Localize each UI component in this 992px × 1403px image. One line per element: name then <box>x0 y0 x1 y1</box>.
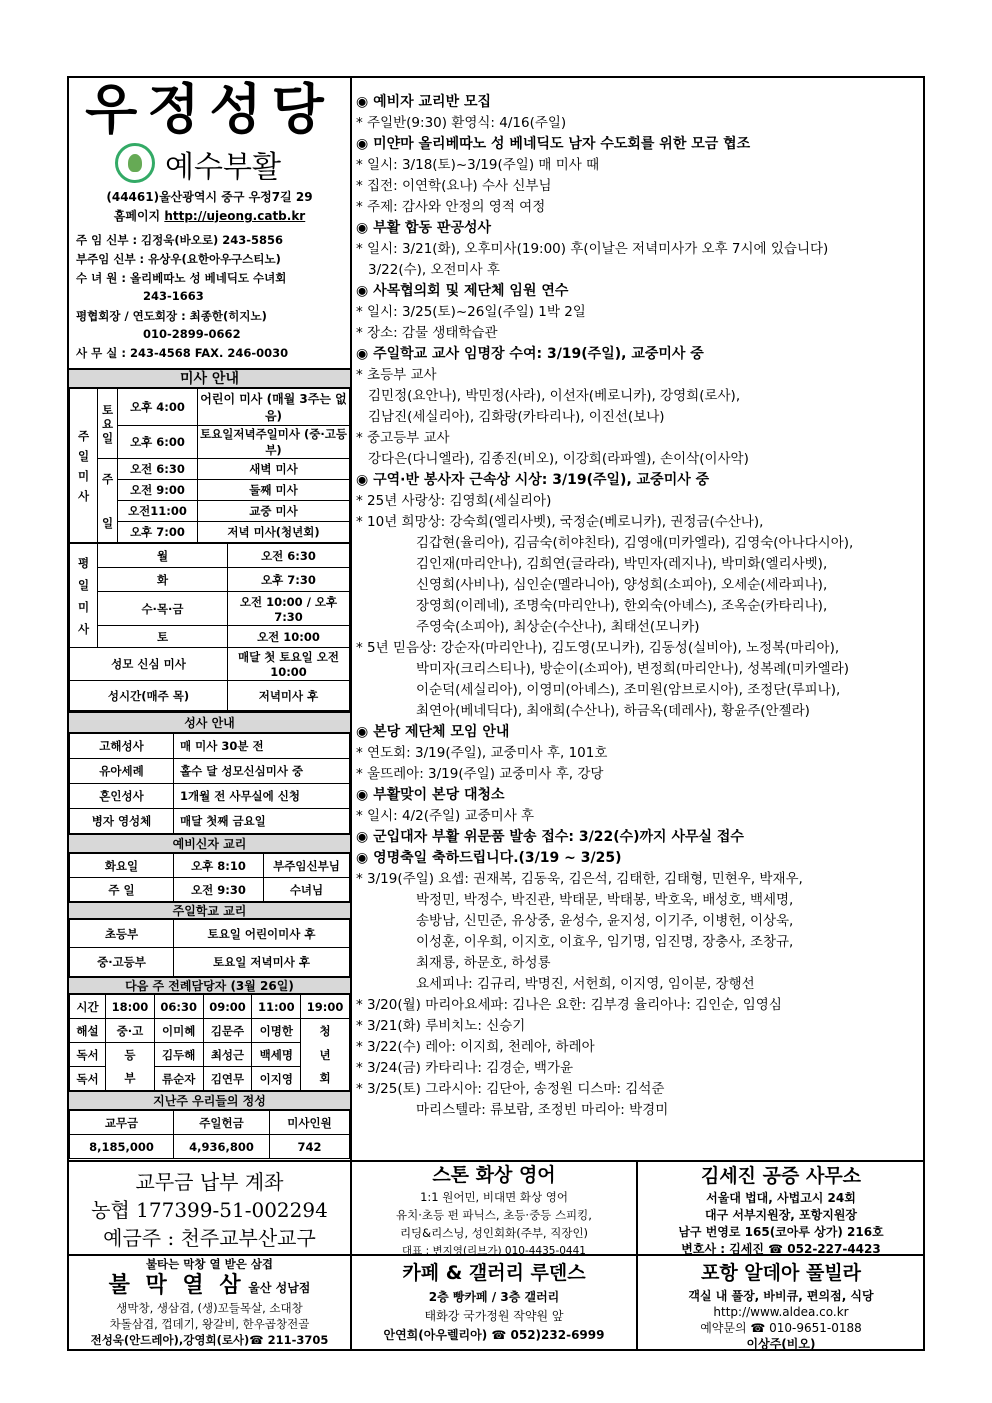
homepage-link[interactable]: http://ujeong.catb.kr <box>164 209 306 223</box>
notice-line: * 3/19(주일) 요셉: 권재복, 김동욱, 김은석, 김태한, 김태형, 민현우, 박재우, <box>356 871 803 887</box>
notice-line: 신영희(사비나), 심인순(멜라니아), 양성희(소피아), 오세순(세라피나), <box>416 577 828 593</box>
notice-heading: ◉ 부활맞이 본당 대청소 <box>356 787 505 803</box>
notice-line: * 25년 사랑상: 김영희(세실리아) <box>356 493 552 509</box>
notice-line: * 10년 희망상: 강숙희(엘리사벳), 국정순(베로니카), 권정금(수산나), <box>356 514 764 530</box>
notice-line: * 3/21(화) 루비치노: 신승기 <box>356 1018 526 1034</box>
mass-name: 성시간(매주 목) <box>70 681 228 711</box>
address: (44461)울산광역시 중구 우정7길 29 <box>106 190 313 204</box>
notice-line: * 중고등부 교사 <box>356 430 450 446</box>
notice-line: * 3/25(토) 그라시아: 김단아, 송정원 디스마: 김석준 <box>356 1081 665 1097</box>
catechumen-heading: 예비신자 교리 <box>69 833 350 853</box>
notices <box>356 92 922 1121</box>
mass-heading: 미사 안내 <box>69 368 350 388</box>
sunday-mass-label: 주 일 미 사 <box>70 389 98 543</box>
time: 오후 6:00 <box>118 426 198 459</box>
notice-line: 요세피나: 김규리, 박명진, 서헌희, 이지영, 임이분, 장행선 <box>416 976 755 992</box>
column-divider <box>350 76 352 1162</box>
sunday-label: 주 일 <box>98 459 118 543</box>
notice-heading: ◉ 영명축일 축하드립니다.(3/19 ~ 3/25) <box>356 850 622 866</box>
notice-line: 강다은(다니엘라), 김종진(비오), 이강희(라파엘), 손이삭(이사악) <box>368 451 749 467</box>
notice-line: * 초등부 교사 <box>356 367 437 383</box>
notice-line: * 연도회: 3/19(주일), 교중미사 후, 101호 <box>356 745 608 761</box>
day: 월 <box>98 544 228 568</box>
notice-line: * 5년 믿음상: 강순자(마리안나), 김도영(모니카), 김동성(실비아), 노정복(마리아), <box>356 640 840 656</box>
notice-line: 박정민, 박정수, 박진관, 박태문, 박태봉, 박호욱, 배성호, 백세명, <box>416 892 794 908</box>
offering-table: 교무금 주일헌금 미사인원 8,185,000 4,936,800 742 <box>69 1110 350 1159</box>
notice-line: 이성훈, 이우희, 이지호, 이효우, 임기명, 임진명, 장충사, 조창규, <box>416 934 794 950</box>
parish-logo-icon <box>115 143 155 183</box>
notice-line: 김민정(요안나), 박민정(사라), 이선자(베로니카), 강영희(로사), <box>368 388 741 404</box>
schedule: 매달 첫 토요일 오전 10:00 <box>228 648 350 681</box>
special-mass-table <box>69 647 350 711</box>
notice-line: 이순덕(세실리아), 이영미(아녜스), 조미원(암브로시아), 조정단(루피나), <box>416 682 841 698</box>
notice-heading: ◉ 구역·반 봉사자 근속상 시상: 3/19(주일), 교중미사 중 <box>356 472 710 488</box>
notice-line: 최재룡, 하문호, 하성룡 <box>416 955 551 971</box>
saturday-label: 토 요 일 <box>98 389 118 459</box>
notice-line: 박미자(크리스티나), 방순이(소피아), 변정희(마리안나), 성복례(미카엘라) <box>416 661 850 677</box>
parish-title: 우정성당 <box>85 78 334 141</box>
notice-line: * 일시: 3/25(토)~26일(주일) 1박 2일 <box>356 304 586 320</box>
notice-heading: ◉ 본당 제단체 모임 안내 <box>356 724 510 740</box>
ad-english: 스톤 화상 영어 1:1 원어민, 비대면 화상 영어 유치·초등 펀 파닉스, 초등·중등 스피킹, 리딩&리스닝, 성인회화(주부, 직장인) 대표 : 변지영(리브가) 010-4435-0441 <box>396 1164 592 1257</box>
notice-line: * 주제: 감사와 안정의 영적 여정 <box>356 199 546 215</box>
mass-name: 어린이 미사 (매월 3주는 없음) <box>198 389 350 426</box>
notice-heading: ◉ 주일학교 교사 임명장 수여: 3/19(주일), 교중미사 중 <box>356 346 704 362</box>
mass-table <box>69 388 350 543</box>
notice-heading: ◉ 군입대자 부활 위문품 발송 접수: 3/22(수)까지 사무실 접수 <box>356 829 744 845</box>
notice-line: * 3/24(금) 카타리나: 김경순, 백가윤 <box>356 1060 574 1076</box>
notice-line: * 3/22(수) 레아: 이지희, 천레아, 하레아 <box>356 1039 595 1055</box>
notice-line: * 울뜨레아: 3/19(주일) 교중미사 후, 강당 <box>356 766 604 782</box>
notice-heading: ◉ 사목협의회 및 제단체 임원 연수 <box>356 283 569 299</box>
ad-poolvilla: 포항 알데아 풀빌라 객실 내 풀장, 바비큐, 편의점, 식당 http://www.aldea.co.kr 예약문의 ☎ 010-9651-0188 이상주(비오) <box>688 1262 874 1351</box>
liturgy-table: 시간 18:00 06:30 09:00 11:00 19:00 해설 중·고 이미혜 김문주 이명한 청 독서 등 김두해 최성근 백세명 년 독서 부 류순자 김연무 이지영 회 <box>69 994 350 1091</box>
weekday-mass-table <box>69 543 350 648</box>
notice-line: 주영숙(소피아), 최상순(수산나), 최태선(모니카) <box>416 619 700 635</box>
notice-line: * 일시: 3/21(화), 오후미사(19:00) 후(이날은 저녁미사가 오후 7시에 있습니다) <box>356 241 829 257</box>
mass-name: 새벽 미사 <box>198 459 350 480</box>
notice-line: * 장소: 감물 생태학습관 <box>356 325 498 341</box>
weekday-mass-label: 평 일 미 사 <box>70 544 98 648</box>
notice-line: 김인재(마리안나), 김희연(글라라), 박민자(레지나), 박미화(엘리사벳), <box>416 556 828 572</box>
time: 오후 7:00 <box>118 522 198 543</box>
mass-name: 저녁 미사(청년회) <box>198 522 350 543</box>
notice-heading: ◉ 예비자 교리반 모집 <box>356 94 492 110</box>
ad-restaurant: 불타는 막창 열 받은 삼겹 불 막 열 삼 울산 성남점 생막창, 생삼겹, (생)꼬들목살, 소대창 차돌삼겹, 껍데기, 왕갈비, 한우곱창전골 전성욱(안드레아),강영희(로사)☎ 211-3705 <box>90 1257 329 1347</box>
ad-cafe: 카페 & 갤러리 루덴스 2층 빵카페 / 3층 갤러리 태화강 국가정원 작약원 앞 안연희(아우렐리아) ☎ 052)232-6999 <box>383 1262 605 1342</box>
ad-offering-account: 교무금 납부 계좌 농협 177399-51-002294 예금주 : 천주교부산교구 <box>91 1170 328 1250</box>
sacrament-table: 고해성사 매 미사 30분 전 유아세례 홀수 달 성모신심미사 중 혼인성사 1개월 전 사무실에 신청 병자 영성체 매달 첫째 금요일 <box>69 733 350 834</box>
motto: 예수부활 <box>165 150 281 185</box>
staff-line: 평협회장 / 연도회장 : 최종한(히지노) <box>76 309 267 323</box>
mass-name: 성모 신심 미사 <box>70 648 228 681</box>
staff-line: 243-1663 <box>143 289 204 303</box>
time: 오전 10:00 / 오후 7:30 <box>228 592 350 626</box>
notice-line: * 주일반(9:30) 환영식: 4/16(주일) <box>356 115 567 131</box>
notice-heading: ◉ 부활 합동 판공성사 <box>356 220 492 236</box>
notice-line: * 일시: 3/18(토)~3/19(주일) 매 미사 때 <box>356 157 600 173</box>
ad-notary: 김세진 공증 사무소 서울대 법대, 사법고시 24회 대구 서부지원장, 포항지원장 남구 번영로 165(코아루 상가) 216호 변호사 : 김세진 ☎ 052-227-4423 <box>678 1165 884 1256</box>
mass-name: 둘째 미사 <box>198 480 350 501</box>
notice-heading: ◉ 미얀마 올리베따노 성 베네딕도 남자 수도회를 위한 모금 협조 <box>356 136 751 152</box>
notice-line: 최연아(베네딕다), 최애희(수산나), 하금옥(데레사), 황윤주(안젤라) <box>416 703 810 719</box>
schedule: 저녁미사 후 <box>228 681 350 711</box>
sundayschool-heading: 주일학교 교리 <box>69 901 350 919</box>
day: 수·목·금 <box>98 592 228 626</box>
staff-line: 010-2899-0662 <box>143 327 241 341</box>
notice-line: 장영희(이레네), 조명숙(마리안나), 한외숙(아녜스), 조옥순(카타리나), <box>416 598 828 614</box>
sundayschool-table: 초등부 토요일 어린이미사 후 중·고등부 토요일 저녁미사 후 <box>69 919 350 977</box>
time: 오전 6:30 <box>228 544 350 568</box>
mass-name: 토요일저녁주일미사 (중·고등부) <box>198 426 350 459</box>
offering-heading: 지난주 우리들의 정성 <box>69 1090 350 1110</box>
notice-line: * 일시: 4/2(주일) 교중미사 후 <box>356 808 535 824</box>
time: 오전 6:30 <box>118 459 198 480</box>
notice-line: 송방남, 신민준, 유상중, 윤성수, 윤지성, 이기주, 이병헌, 이상욱, <box>416 913 794 929</box>
notice-line: 3/22(수), 오전미사 후 <box>368 262 500 278</box>
time: 오후 4:00 <box>118 389 198 426</box>
staff-line: 부주임 신부 : 유상우(요한아우구스티노) <box>76 252 281 266</box>
day: 토 <box>98 626 228 648</box>
time: 오전11:00 <box>118 501 198 522</box>
staff-line: 주 임 신부 : 김정욱(바오로) 243-5856 <box>76 233 284 247</box>
day: 화 <box>98 568 228 592</box>
notice-line: 김갑현(율리아), 김금숙(히야친타), 김영애(미카엘라), 김영숙(아나다시아), <box>416 535 854 551</box>
homepage-label: 홈페이지 <box>113 209 161 223</box>
liturgy-heading: 다음 주 전례담당자 (3월 26일) <box>69 976 350 994</box>
notice-line: 김남진(세실리아), 김화랑(카타리나), 이진선(보나) <box>368 409 665 425</box>
time: 오후 7:30 <box>228 568 350 592</box>
notice-line: * 집전: 이연학(요나) 수사 신부님 <box>356 178 552 194</box>
homepage[interactable] <box>69 207 350 224</box>
catechumen-table: 화요일 오후 8:10 부주임신부님 주 일 오전 9:30 수녀님 <box>69 853 350 902</box>
staff-line: 사 무 실 : 243-4568 FAX. 246-0030 <box>76 346 289 360</box>
notice-line: 마리스텔라: 류보람, 조정빈 마리아: 박경미 <box>416 1102 669 1118</box>
time: 오전 9:00 <box>118 480 198 501</box>
mass-name: 교중 미사 <box>198 501 350 522</box>
time: 오전 10:00 <box>228 626 350 648</box>
staff-line: 수 녀 원 : 올리베따노 성 베네딕도 수녀회 <box>76 271 287 285</box>
notice-line: * 3/20(월) 마리아요세파: 김나은 요한: 김부경 율리아나: 김인순, 임영심 <box>356 997 782 1013</box>
sacrament-heading: 성사 안내 <box>69 711 350 733</box>
